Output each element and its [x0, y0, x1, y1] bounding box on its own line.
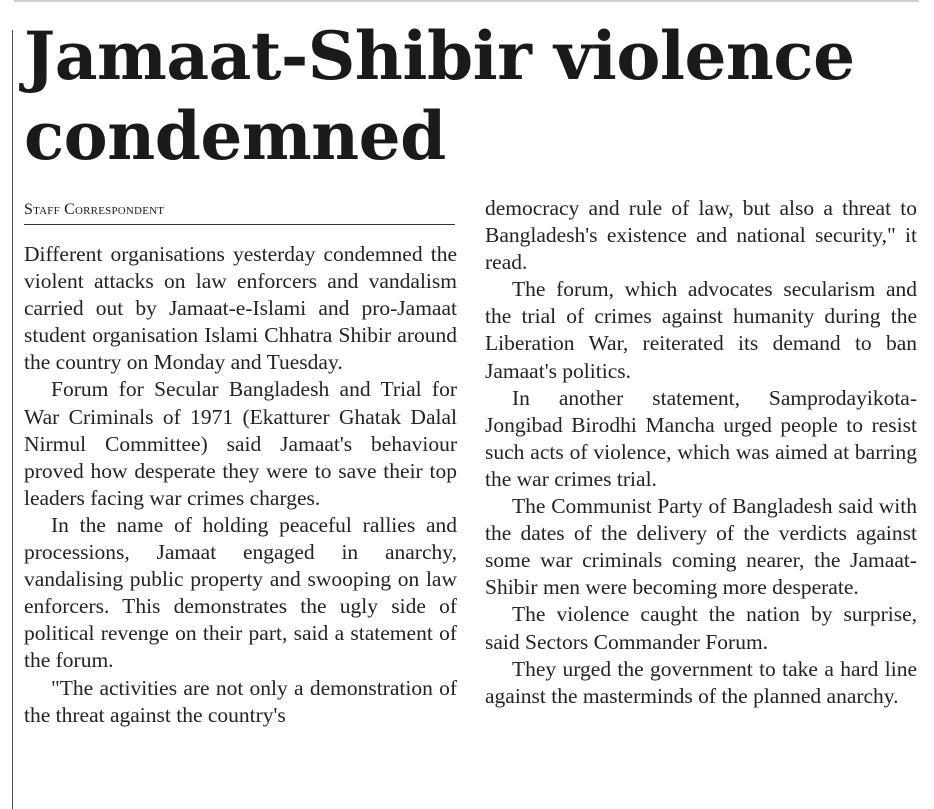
paragraph: Forum for Secular Bangladesh and Trial for War Criminals of 1971 (Ekatturer Ghatak Dalal Nirmul Committee) said Jamaat's behaviour proved how desperate they were to save their top leaders facing war crimes charges. [24, 377, 457, 510]
paragraph: The Communist Party of Bangladesh said with the dates of the delivery of the verdicts against some war criminals coming nearer, the Jamaat-Shibir men were becoming more desperate. [485, 494, 917, 600]
paragraph: They urged the government to take a hard line against the masterminds of the planned anarchy. [485, 656, 917, 708]
article-column-right [485, 195, 917, 710]
paragraph: In another statement, Samprodayikota-Jongibad Birodhi Mancha urged people to resist such acts of violence, which was aimed at barring the war crimes trial. [485, 385, 917, 491]
paragraph: The forum, which advocates secularism and the trial of crimes against humanity during the Liberation War, reiterated its demand to ban Jamaat's politics. [485, 277, 917, 383]
paragraph: democracy and rule of law, but also a threat to Bangladesh's existence and national security," it read. [485, 196, 917, 275]
paragraph: In the name of holding peaceful rallies and processions, Jamaat engaged in anarchy, vandalising public property and swooping on law enforcers. This demonstrates the ugly side of political revenge on their part, said a statement of the forum. [24, 512, 457, 673]
headline: Jamaat-Shibir violence condemned [24, 17, 855, 175]
byline-rule [24, 224, 455, 225]
paragraph: "The activities are not only a demonstration of the threat against the country's [24, 675, 457, 727]
article-column-left [24, 241, 457, 729]
paragraph: The violence caught the nation by surprise, said Sectors Commander Forum. [485, 602, 917, 654]
left-border-rule [12, 30, 13, 809]
byline: Staff Correspondent [24, 201, 165, 218]
top-border-rule [14, 0, 919, 2]
paragraph: Different organisations yesterday condemned the violent attacks on law enforcers and vandalism carried out by Jamaat-e-Islami and pro-Jamaat student organisation Islami Chhatra Shibir around the country on Monday and Tuesday. [24, 242, 457, 375]
